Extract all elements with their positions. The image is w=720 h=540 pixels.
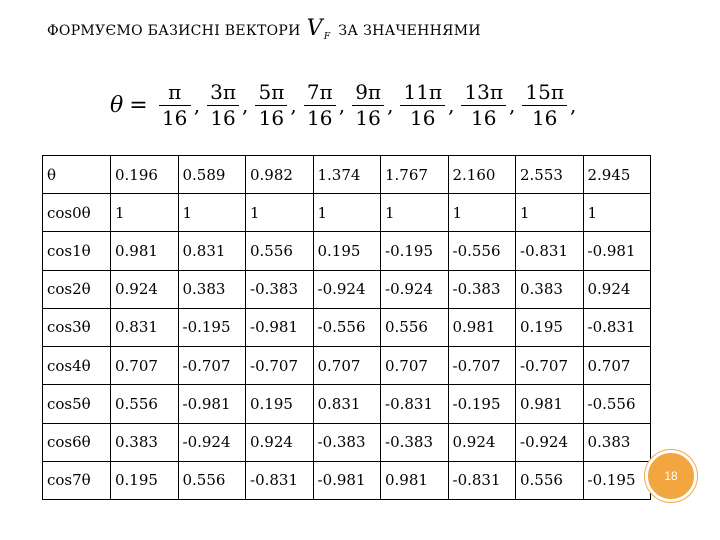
fraction-denominator: 16: [210, 105, 236, 130]
value-cell: -0.195: [178, 308, 246, 346]
value-cell: -0.707: [178, 347, 246, 385]
value-cell: -0.831: [448, 461, 516, 499]
value-cell: 0.924: [111, 270, 179, 308]
value-cell: 0.556: [178, 461, 246, 499]
value-cell: -0.383: [313, 423, 381, 461]
fraction-separator: ,: [387, 93, 394, 117]
value-cell: 0.383: [111, 423, 179, 461]
row-label-cell: cos4θ: [43, 347, 111, 385]
value-cell: 0.383: [516, 270, 584, 308]
row-label-cell: cos1θ: [43, 232, 111, 270]
fraction-numerator: 3π: [207, 82, 239, 106]
fraction-separator: ,: [448, 93, 455, 117]
value-cell: 1: [448, 194, 516, 232]
value-cell: 0.556: [516, 461, 584, 499]
fraction-numerator: 7π: [304, 82, 336, 106]
value-cell: 0.831: [313, 385, 381, 423]
row-label-cell: cos0θ: [43, 194, 111, 232]
title-suffix: ЗА ЗНАЧЕННЯМИ: [338, 23, 481, 39]
value-cell: -0.556: [313, 308, 381, 346]
value-cell: 0.982: [246, 156, 314, 194]
theta-symbol: θ: [110, 92, 124, 118]
value-cell: 0.707: [381, 347, 449, 385]
value-cell: -0.195: [448, 385, 516, 423]
table-row: [43, 270, 651, 308]
value-cell: 2.553: [516, 156, 584, 194]
fraction-numerator: π: [159, 82, 191, 106]
value-cell: 0.707: [111, 347, 179, 385]
fraction-list: [158, 79, 583, 130]
table-row: [43, 156, 651, 194]
table-row: [43, 232, 651, 270]
value-cell: -0.556: [583, 385, 651, 423]
value-cell: -0.383: [381, 423, 449, 461]
value-cell: -0.195: [381, 232, 449, 270]
page-number: 18: [664, 469, 678, 483]
value-cell: 0.195: [516, 308, 584, 346]
fraction-denominator: 16: [307, 105, 333, 130]
value-cell: -0.981: [583, 232, 651, 270]
value-cell: -0.383: [448, 270, 516, 308]
value-cell: 1.374: [313, 156, 381, 194]
row-label-cell: cos6θ: [43, 423, 111, 461]
fraction: [461, 79, 506, 130]
title-prefix: ФОРМУЄМО БАЗИСНІ ВЕКТОРИ: [47, 23, 301, 39]
fraction: [207, 79, 239, 130]
table-row: [43, 385, 651, 423]
fraction-separator: ,: [290, 93, 297, 117]
value-cell: -0.981: [313, 461, 381, 499]
table-row: [43, 347, 651, 385]
value-cell: 1: [516, 194, 584, 232]
value-cell: 0.556: [246, 232, 314, 270]
value-cell: 1: [246, 194, 314, 232]
fraction-denominator: 16: [258, 105, 285, 130]
value-cell: 0.981: [381, 461, 449, 499]
value-cell: 1: [178, 194, 246, 232]
fraction: [255, 79, 287, 130]
value-cell: 1: [583, 194, 651, 232]
table-row: [43, 308, 651, 346]
value-cell: -0.383: [246, 270, 314, 308]
fraction-numerator: 15π: [522, 82, 567, 106]
value-cell: 0.831: [111, 308, 179, 346]
value-cell: -0.707: [246, 347, 314, 385]
value-cell: 0.981: [516, 385, 584, 423]
fraction-denominator: 16: [161, 105, 188, 130]
value-cell: 0.981: [111, 232, 179, 270]
value-cell: 0.707: [583, 347, 651, 385]
value-cell: 0.195: [111, 461, 179, 499]
value-cell: 1: [381, 194, 449, 232]
row-label-cell: cos2θ: [43, 270, 111, 308]
value-cell: 0.556: [381, 308, 449, 346]
fraction-numerator: 11π: [400, 82, 445, 106]
fraction: [522, 79, 567, 130]
value-cell: -0.831: [516, 232, 584, 270]
fraction-denominator: 16: [355, 105, 381, 130]
value-cell: 0.924: [583, 270, 651, 308]
basis-vector-table: [42, 155, 651, 500]
row-label-cell: cos5θ: [43, 385, 111, 423]
fraction-separator: ,: [193, 93, 201, 117]
value-cell: 1: [111, 194, 179, 232]
fraction: [159, 79, 191, 130]
row-label-cell: cos7θ: [43, 461, 111, 499]
fraction-separator: ,: [569, 93, 577, 117]
table-row: [43, 194, 651, 232]
table-row: [43, 423, 651, 461]
fraction-separator: ,: [509, 93, 516, 117]
value-cell: 0.195: [313, 232, 381, 270]
table-body: [43, 156, 651, 500]
value-cell: -0.195: [583, 461, 651, 499]
value-cell: -0.924: [178, 423, 246, 461]
fraction: [352, 79, 384, 130]
value-cell: -0.556: [448, 232, 516, 270]
theta-formula: [110, 74, 582, 136]
value-cell: 0.195: [246, 385, 314, 423]
vector-symbol: V: [306, 16, 323, 41]
value-cell: 0.196: [111, 156, 179, 194]
value-cell: -0.707: [516, 347, 584, 385]
fraction-numerator: 9π: [352, 82, 384, 106]
row-label-cell: θ: [43, 156, 111, 194]
table-row: [43, 461, 651, 499]
value-cell: 0.831: [178, 232, 246, 270]
slide-title: [47, 16, 481, 41]
value-cell: -0.924: [381, 270, 449, 308]
value-cell: -0.924: [313, 270, 381, 308]
value-cell: 0.707: [313, 347, 381, 385]
value-cell: -0.831: [583, 308, 651, 346]
fraction-separator: ,: [338, 93, 346, 117]
vector-subscript: F: [323, 32, 331, 42]
value-cell: 0.924: [246, 423, 314, 461]
fraction: [400, 79, 445, 130]
fraction: [304, 79, 336, 130]
value-cell: 0.981: [448, 308, 516, 346]
value-cell: 0.589: [178, 156, 246, 194]
value-cell: -0.831: [381, 385, 449, 423]
value-cell: -0.831: [246, 461, 314, 499]
fraction-denominator: 16: [410, 105, 436, 130]
value-cell: -0.707: [448, 347, 516, 385]
page-number-badge: [645, 450, 697, 502]
fraction-separator: ,: [242, 93, 249, 117]
fraction-numerator: 5π: [255, 82, 287, 106]
value-cell: 0.383: [178, 270, 246, 308]
value-cell: 2.945: [583, 156, 651, 194]
fraction-denominator: 16: [471, 105, 497, 130]
value-cell: 0.924: [448, 423, 516, 461]
value-cell: -0.981: [178, 385, 246, 423]
value-cell: 0.383: [583, 423, 651, 461]
value-cell: 0.556: [111, 385, 179, 423]
value-cell: 1.767: [381, 156, 449, 194]
fraction-numerator: 13π: [461, 82, 506, 106]
fraction-denominator: 16: [531, 105, 558, 130]
value-cell: -0.981: [246, 308, 314, 346]
equals-sign: =: [129, 92, 148, 118]
value-cell: 2.160: [448, 156, 516, 194]
value-cell: 1: [313, 194, 381, 232]
row-label-cell: cos3θ: [43, 308, 111, 346]
value-cell: -0.924: [516, 423, 584, 461]
